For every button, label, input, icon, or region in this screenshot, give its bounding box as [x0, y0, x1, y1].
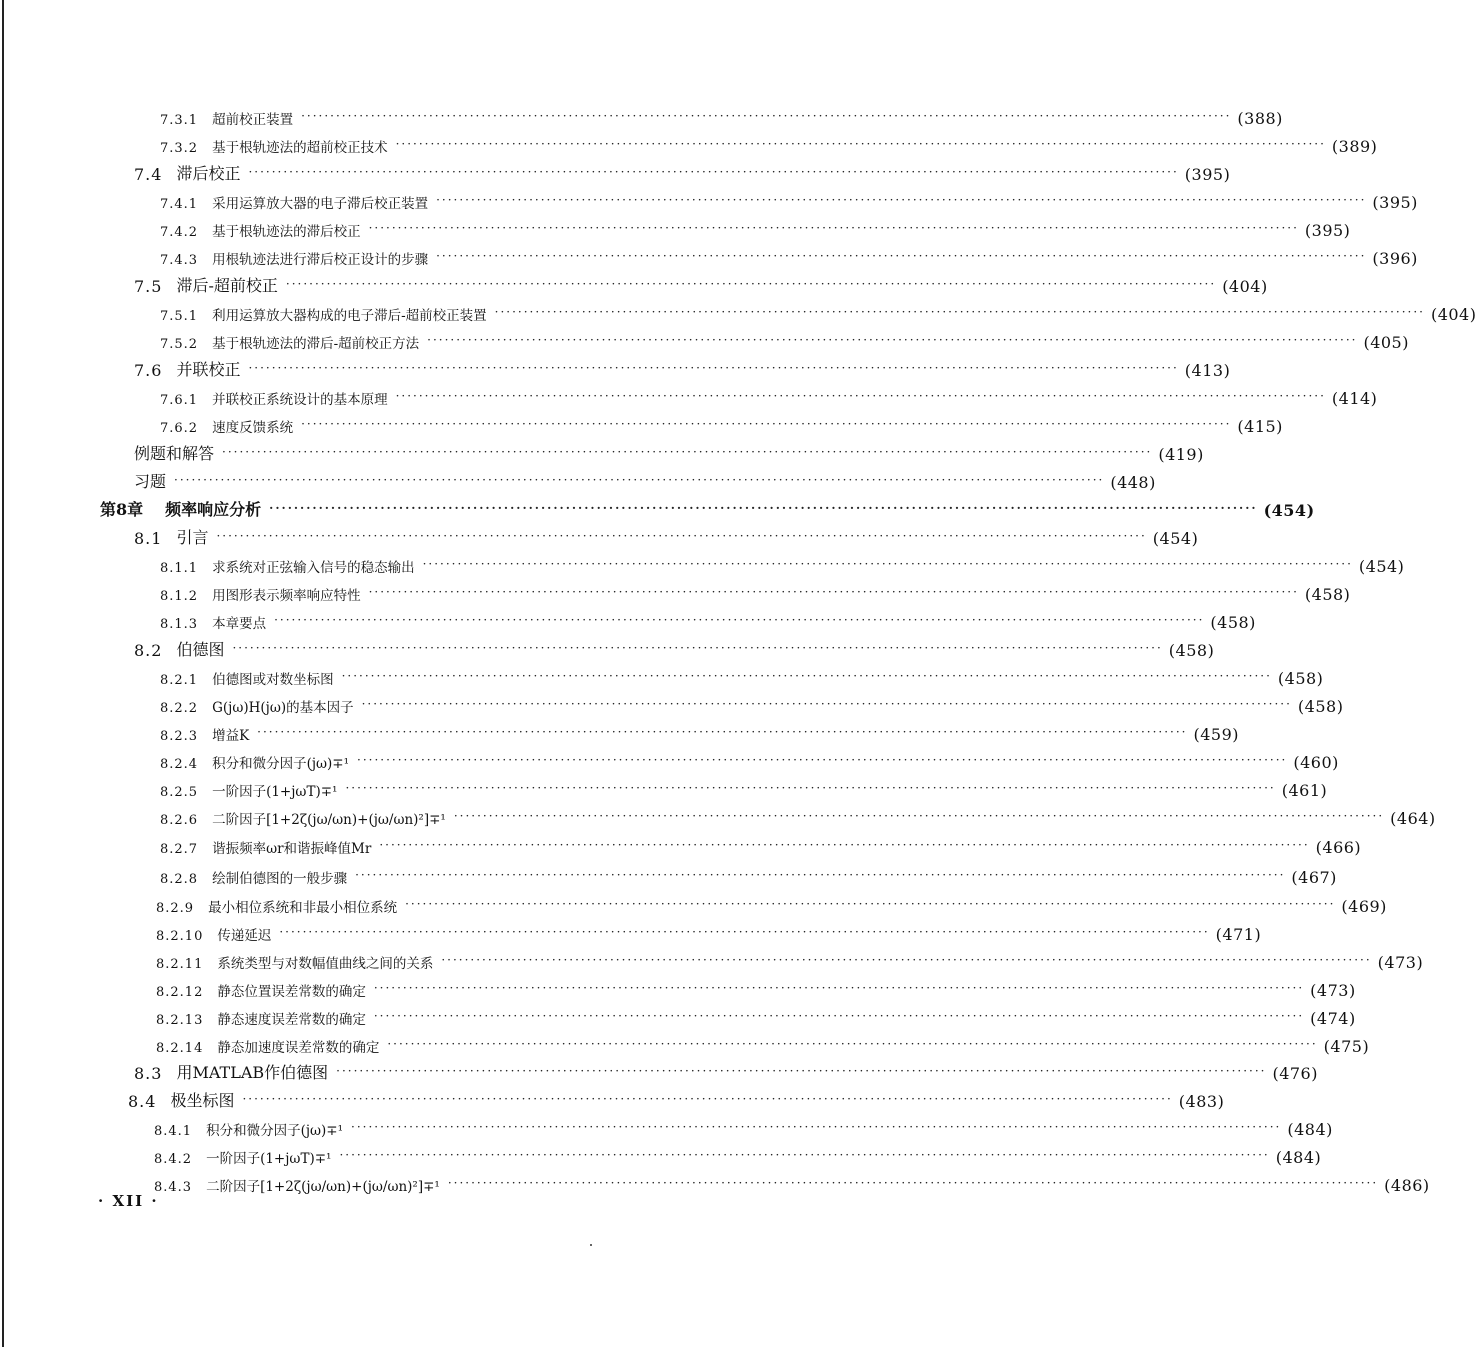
toc-entry-number: 8.2.9 — [156, 901, 195, 916]
toc-entry-page: (458) — [1168, 641, 1215, 660]
toc-entry-number: 8.2.3 — [160, 729, 199, 744]
toc-entry-title: 绘制伯德图的一般步骤 — [212, 871, 348, 887]
toc-entry-page: (466) — [1315, 838, 1362, 857]
toc-entry-number: 8.2.2 — [160, 701, 199, 716]
toc-entry-number: 7.4.2 — [160, 225, 199, 240]
toc-entry — [156, 918, 1262, 944]
toc-entry-title: 速度反馈系统 — [212, 420, 294, 436]
toc-entry-title: 静态位置误差常数的确定 — [217, 984, 366, 1000]
toc-entry-number: 8.2.1 — [160, 673, 199, 688]
toc-entry-number: 8.2.12 — [156, 985, 204, 1000]
toc-entry-page: (454) — [1358, 557, 1405, 576]
toc-entry-title: 基于根轨迹法的超前校正技术 — [212, 140, 388, 156]
toc-entry — [134, 438, 1204, 464]
toc-entry-page: (484) — [1287, 1120, 1333, 1139]
toc-entry-number: 8.2.6 — [160, 813, 199, 828]
toc-entry — [134, 354, 1231, 380]
toc-entry-number: 8.1.1 — [160, 561, 199, 576]
toc-entry-title: 一阶因子(1+jωT)∓¹ — [212, 784, 338, 800]
toc-entry-number: 8.1 — [134, 529, 163, 548]
toc-entry-page: (486) — [1384, 1176, 1430, 1195]
toc-entry — [160, 774, 1328, 800]
toc-entry-title: 二阶因子[1+2ζ(jω/ωn)+(jω/ωn)²]∓¹ — [206, 1179, 440, 1195]
toc-entry-page: (467) — [1291, 868, 1337, 887]
toc-entry-number: 8.2.13 — [156, 1013, 204, 1028]
toc-entry — [160, 578, 1351, 604]
toc-entry-number: 8.4.1 — [154, 1124, 193, 1139]
toc-entry-page: (483) — [1178, 1092, 1225, 1111]
toc-entry-page: (484) — [1275, 1148, 1322, 1167]
toc-entry-number: 7.4 — [134, 165, 163, 184]
toc-entry-number: 7.5.1 — [160, 309, 199, 324]
toc-entry-number: 8.3 — [134, 1064, 163, 1083]
toc-entry-number: 8.4 — [128, 1092, 157, 1111]
dot-leader: ································································································································································ — [279, 925, 1210, 939]
toc-entry-title: 伯德图 — [176, 640, 225, 659]
toc-entry-page: (464) — [1390, 809, 1436, 828]
toc-entry-title: 利用运算放大器构成的电子滞后-超前校正装置 — [212, 308, 487, 324]
toc-entry-number: 8.2 — [134, 641, 163, 660]
dot-leader: ································································································································································ — [368, 221, 1299, 235]
toc-entry-title: 二阶因子[1+2ζ(jω/ωn)+(jω/ωn)²]∓¹ — [212, 812, 446, 828]
dot-leader: ································································································································································ — [494, 305, 1425, 319]
toc-entry-page: (458) — [1277, 669, 1324, 688]
dot-leader: ································································································································································ — [248, 361, 1179, 375]
dot-leader: ································································································································································ — [395, 137, 1326, 151]
dot-leader: ································································································································································ — [345, 781, 1276, 795]
toc-entry — [160, 242, 1418, 268]
dot-leader: ································································································································································ — [242, 1092, 1173, 1106]
toc-entry-number: 8.2.10 — [156, 929, 204, 944]
toc-entry-page: (471) — [1215, 925, 1262, 944]
dot-leader: ································································································································································ — [368, 585, 1299, 599]
toc-entry — [160, 214, 1351, 240]
dot-leader: ································································································································································ — [222, 445, 1153, 459]
toc-entry-title: 用图形表示频率响应特性 — [212, 588, 361, 604]
toc-entry-page: (405) — [1363, 333, 1409, 352]
toc-entry-title: 一阶因子(1+jωT)∓¹ — [206, 1151, 332, 1167]
toc-entry-title: 增益K — [212, 728, 250, 744]
toc-entry — [160, 410, 1283, 436]
dot-leader: ································································································································································ — [216, 529, 1147, 543]
toc-entry-title: 例题和解答 — [134, 444, 215, 463]
toc-entry — [156, 974, 1356, 1000]
dot-leader: ································································································································································ — [341, 669, 1272, 683]
page-number-footer: · XII · — [98, 1192, 159, 1210]
dot-leader: ································································································································································ — [441, 953, 1372, 967]
dot-leader: ································································································································································ — [285, 277, 1217, 291]
toc-entry-page: (469) — [1341, 897, 1387, 916]
toc-entry — [134, 270, 1268, 296]
toc-entry-number: 7.4.1 — [160, 197, 199, 212]
toc-entry-page: (458) — [1304, 585, 1351, 604]
dot-leader: ································································································································································ — [436, 249, 1367, 263]
dot-leader: ································································································································································ — [373, 1009, 1305, 1023]
toc-entry-page: (458) — [1297, 697, 1344, 716]
toc-entry-page: (419) — [1158, 445, 1204, 464]
dot-leader: ································································································································································ — [447, 1176, 1379, 1190]
toc-entry-title: 采用运算放大器的电子滞后校正装置 — [212, 196, 429, 212]
toc-entry — [154, 1113, 1333, 1139]
toc-entry-title: 系统类型与对数幅值曲线之间的关系 — [217, 956, 434, 972]
toc-entry-title: 静态速度误差常数的确定 — [217, 1012, 366, 1028]
toc-entry-title: 基于根轨迹法的滞后-超前校正方法 — [212, 336, 420, 352]
toc-entry-title: 伯德图或对数坐标图 — [212, 672, 334, 688]
toc-entry-title: 积分和微分因子(jω)∓¹ — [212, 756, 350, 772]
toc-entry-number: 8.2.8 — [160, 872, 199, 887]
toc-entry-page: (396) — [1372, 249, 1418, 268]
toc-entry-page: (475) — [1323, 1037, 1370, 1056]
toc-entry — [160, 550, 1405, 576]
toc-entry-title: 滞后校正 — [176, 164, 241, 183]
toc-entry-page: (395) — [1372, 193, 1418, 212]
toc-entry-title: 谐振频率ωr和谐振峰值Mr — [212, 841, 372, 857]
dot-leader: ································································································································································ — [339, 1148, 1270, 1162]
toc-entry-title: 基于根轨迹法的滞后校正 — [212, 224, 361, 240]
toc-entry-title: G(jω)H(jω)的基本因子 — [212, 700, 354, 716]
toc-entry — [160, 861, 1337, 887]
toc-entry-page: (473) — [1310, 981, 1356, 1000]
toc-entry-page: (473) — [1377, 953, 1424, 972]
toc-entry-title: 静态加速度误差常数的确定 — [217, 1040, 380, 1056]
toc-entry-title: 求系统对正弦输入信号的稳态输出 — [212, 560, 415, 576]
toc-entry — [128, 1085, 1225, 1111]
toc-entry — [160, 298, 1476, 324]
toc-entry-number: 7.6 — [134, 361, 163, 380]
toc-entry-title: 积分和微分因子(jω)∓¹ — [206, 1123, 344, 1139]
toc-entry — [160, 662, 1324, 688]
toc-entry-title: 超前校正装置 — [212, 112, 294, 128]
toc-entry-page: (474) — [1310, 1009, 1356, 1028]
toc-entry-number: 8.1.2 — [160, 589, 199, 604]
toc-entry-page: (461) — [1281, 781, 1328, 800]
dot-leader: ································································································································································ — [436, 193, 1367, 207]
toc-entry-page: (460) — [1293, 753, 1339, 772]
toc-entry-title: 传递延迟 — [217, 928, 272, 944]
dot-leader: ································································································································································ — [269, 501, 1258, 515]
toc-entry — [156, 890, 1387, 916]
toc-entry-number: 7.3.1 — [160, 113, 199, 128]
toc-entry — [134, 466, 1156, 492]
dot-leader: ································································································································································ — [248, 165, 1179, 179]
toc-entry-page: (458) — [1210, 613, 1256, 632]
toc-entry-title: 本章要点 — [212, 616, 267, 632]
toc-entry — [160, 130, 1378, 156]
dot-leader: ································································································································································ — [373, 981, 1305, 995]
toc-entry — [160, 690, 1344, 716]
toc-entry-page: (389) — [1331, 137, 1378, 156]
toc-entry — [160, 831, 1362, 857]
dot-leader: ································································································································································ — [174, 473, 1105, 487]
dot-leader: ································································································································································ — [274, 613, 1205, 627]
toc-entry-number: 7.4.3 — [160, 253, 199, 268]
toc-entry-title: 频率响应分析 — [165, 500, 262, 519]
dot-leader: ································································································································································ — [336, 1064, 1267, 1078]
toc-entry-page: (454) — [1263, 501, 1315, 520]
dot-leader: ································································································································································ — [361, 697, 1292, 711]
toc-entry-title: 并联校正 — [176, 360, 241, 379]
toc-entry — [156, 1002, 1356, 1028]
toc-entry — [134, 634, 1215, 660]
toc-entry-title: 习题 — [134, 472, 167, 491]
dot-leader: ································································································································································ — [395, 389, 1326, 403]
toc-entry — [156, 1030, 1370, 1056]
toc-entry-page: (448) — [1110, 473, 1156, 492]
toc-entry-number: 第8章 — [100, 500, 144, 519]
toc-entry-number: 7.5 — [134, 277, 163, 296]
toc-entry-page: (414) — [1331, 389, 1378, 408]
dot-leader: ································································································································································ — [355, 868, 1286, 882]
dot-leader: ································································································································································ — [357, 753, 1288, 767]
toc-entry-number: 8.2.14 — [156, 1041, 204, 1056]
toc-entry-number: 7.3.2 — [160, 141, 199, 156]
toc-entry — [154, 1141, 1322, 1167]
toc-entry — [160, 326, 1409, 352]
toc-entry-title: 用根轨迹法进行滞后校正设计的步骤 — [212, 252, 429, 268]
toc-entry-number: 8.4.2 — [154, 1152, 193, 1167]
toc-entry-number: 7.6.2 — [160, 421, 199, 436]
toc-entry-page: (395) — [1184, 165, 1231, 184]
toc-entry-page: (415) — [1237, 417, 1283, 436]
toc-entry-page: (476) — [1272, 1064, 1318, 1083]
toc-entry — [134, 522, 1199, 548]
toc-entry-number: 7.5.2 — [160, 337, 199, 352]
dot-leader: ································································································································································ — [379, 838, 1310, 852]
toc-entry-number: 8.4.3 — [154, 1180, 193, 1195]
dot-leader: ································································································································································ — [427, 333, 1358, 347]
toc-entry-number: 8.2.4 — [160, 757, 199, 772]
toc-entry-number: 8.2.5 — [160, 785, 199, 800]
dot-leader: ································································································································································ — [257, 725, 1188, 739]
toc-entry — [160, 102, 1283, 128]
toc-entry-page: (413) — [1184, 361, 1231, 380]
toc-entry — [160, 186, 1418, 212]
toc-entry-page: (404) — [1222, 277, 1268, 296]
toc-entry — [160, 382, 1378, 408]
toc-entry-page: (454) — [1152, 529, 1199, 548]
dot-leader: ································································································································································ — [422, 557, 1353, 571]
toc-entry-title: 并联校正系统设计的基本原理 — [212, 392, 388, 408]
toc-entry — [156, 946, 1424, 972]
toc-entry-title: 用MATLAB作伯德图 — [176, 1063, 329, 1082]
dot-leader: ································································································································································ — [405, 897, 1336, 911]
toc-entry-page: (395) — [1304, 221, 1351, 240]
toc-entry-number: 7.6.1 — [160, 393, 199, 408]
toc-entry-number: 8.2.7 — [160, 842, 199, 857]
dot-leader: ································································································································································ — [301, 109, 1232, 123]
toc-entry-number: 8.2.11 — [156, 957, 204, 972]
toc-entry — [160, 746, 1339, 772]
toc-entry — [134, 1057, 1318, 1083]
dot-leader: ································································································································································ — [232, 641, 1163, 655]
toc-entry-title: 引言 — [176, 528, 209, 547]
toc-entry-page: (388) — [1237, 109, 1283, 128]
toc-entry-page: (459) — [1193, 725, 1240, 744]
toc-entry — [160, 606, 1256, 632]
toc-entry-number: 8.1.3 — [160, 617, 199, 632]
dot-leader: ································································································································································ — [453, 809, 1385, 823]
dot-leader: ································································································································································ — [351, 1120, 1282, 1134]
page-left-edge — [2, 0, 4, 1347]
dot-leader: ································································································································································ — [387, 1037, 1318, 1051]
dot-leader: ································································································································································ — [301, 417, 1232, 431]
toc-entry-title: 最小相位系统和非最小相位系统 — [208, 900, 398, 916]
toc-entry — [134, 158, 1231, 184]
toc-entry — [100, 494, 1315, 520]
toc-entry-page: (404) — [1430, 305, 1476, 324]
toc-entry-title: 极坐标图 — [170, 1091, 235, 1110]
scan-speck — [590, 1244, 592, 1246]
toc-entry-title: 滞后-超前校正 — [176, 276, 278, 295]
toc-entry — [154, 1169, 1430, 1195]
toc-entry — [160, 802, 1436, 828]
toc-entry — [160, 718, 1240, 744]
